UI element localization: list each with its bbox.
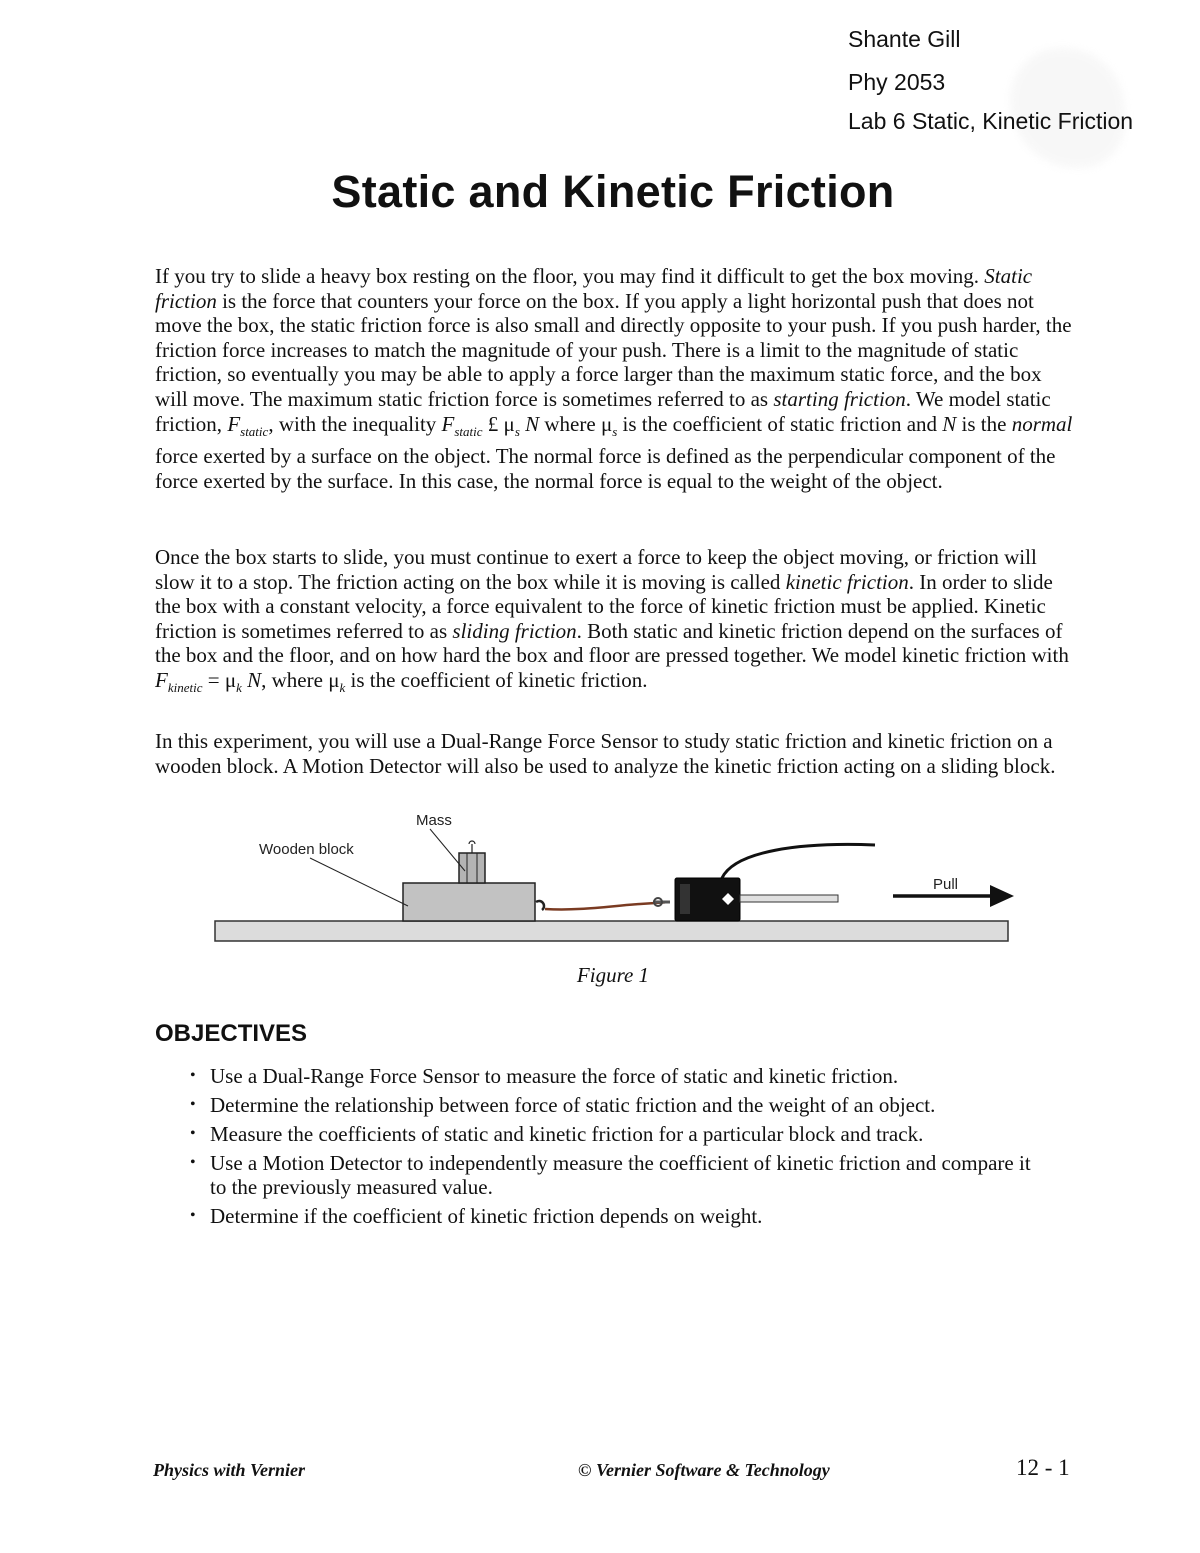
figure-1 bbox=[200, 806, 1030, 951]
objective-item: • Measure the coefficients of static and kinetic friction for a particular block and track. bbox=[190, 1123, 1050, 1147]
objective-item: • Determine the relationship between force of static friction and the weight of an object. bbox=[190, 1094, 1050, 1118]
intro-paragraph-experiment: In this experiment, you will use a Dual-Range Force Sensor to study static friction and kinetic friction on a wooden block. A Motion Detector will also be used to analyze the kinetic friction acting on a sliding block. bbox=[155, 729, 1056, 778]
lab-title: Lab 6 Static, Kinetic Friction bbox=[848, 108, 1134, 134]
course-code: Phy 2053 bbox=[848, 69, 946, 95]
objective-item: • Use a Motion Detector to independently measure the coefficient of kinetic friction and compare it to the previously measured value. bbox=[190, 1152, 1050, 1199]
track bbox=[215, 921, 1008, 941]
figure-caption: Figure 1 bbox=[576, 963, 650, 987]
wooden-block-label: Wooden block bbox=[259, 841, 354, 858]
objectives-list bbox=[190, 1065, 1050, 1234]
student-name: Shante Gill bbox=[848, 26, 961, 52]
block-leader-line bbox=[310, 858, 408, 906]
string bbox=[545, 902, 665, 909]
page-title: Static and Kinetic Friction bbox=[331, 166, 895, 217]
mass-leader-line bbox=[430, 829, 465, 871]
footer-copyright: © Vernier Software & Technology bbox=[578, 1460, 830, 1480]
apparatus-diagram bbox=[200, 806, 1030, 951]
mass-label: Mass bbox=[416, 812, 452, 829]
objective-item: • Determine if the coefficient of kinetic friction depends on weight. bbox=[190, 1205, 1050, 1229]
sensor-cable bbox=[722, 844, 875, 878]
wooden-block bbox=[403, 883, 535, 921]
objectives-heading: OBJECTIVES bbox=[155, 1020, 308, 1047]
intro-paragraph-static: If you try to slide a heavy box resting on the floor, you may find it difficult to get the box moving. Static friction is the force that counters your force on the box. If you apply a light horizontal push that does not move the box, the static friction force is also small and directly opposite to your push. If you push harder, the friction force increases to match the magnitude of your push. There is a limit to the magnitude of static friction, so eventually you may be able to apply a force larger than the maximum static force, and the box will move. The maximum static friction force is sometimes referred to as starting friction. We model static friction, $F_{static}$, with the inequality $F_{static}$ £ $\mu_s$ N where $\mu_s$ is the coefficient of static friction and N is the normal force exerted by a surface on the object. The normal force is defined as the perpendicular component of the force exerted by the surface. In this case, the normal force is equal to the weight of the object. bbox=[155, 264, 1073, 493]
pull-label: Pull bbox=[933, 876, 959, 893]
objective-item: • Use a Dual-Range Force Sensor to measure the force of static and kinetic friction. bbox=[190, 1065, 1050, 1089]
page-number: 12 - 1 bbox=[1016, 1455, 1070, 1480]
footer-book-title: Physics with Vernier bbox=[153, 1460, 306, 1480]
sensor-rod bbox=[740, 895, 838, 902]
intro-paragraph-kinetic: Once the box starts to slide, you must continue to exert a force to keep the object moving, or friction will slow it to a stop. The friction acting on the box while it is moving is called kinetic friction. In order to slide the box with a constant velocity, a force equivalent to the force of kinetic friction must be applied. Kinetic friction is sometimes referred to as sliding friction. Both static and kinetic friction depend on the surfaces of the box and the floor, and on how hard the box and floor are pressed together. We model kinetic friction with $F_{kinetic} = \mu_k$ N, where $\mu_k$ is the coefficient of kinetic friction. bbox=[155, 545, 1069, 696]
